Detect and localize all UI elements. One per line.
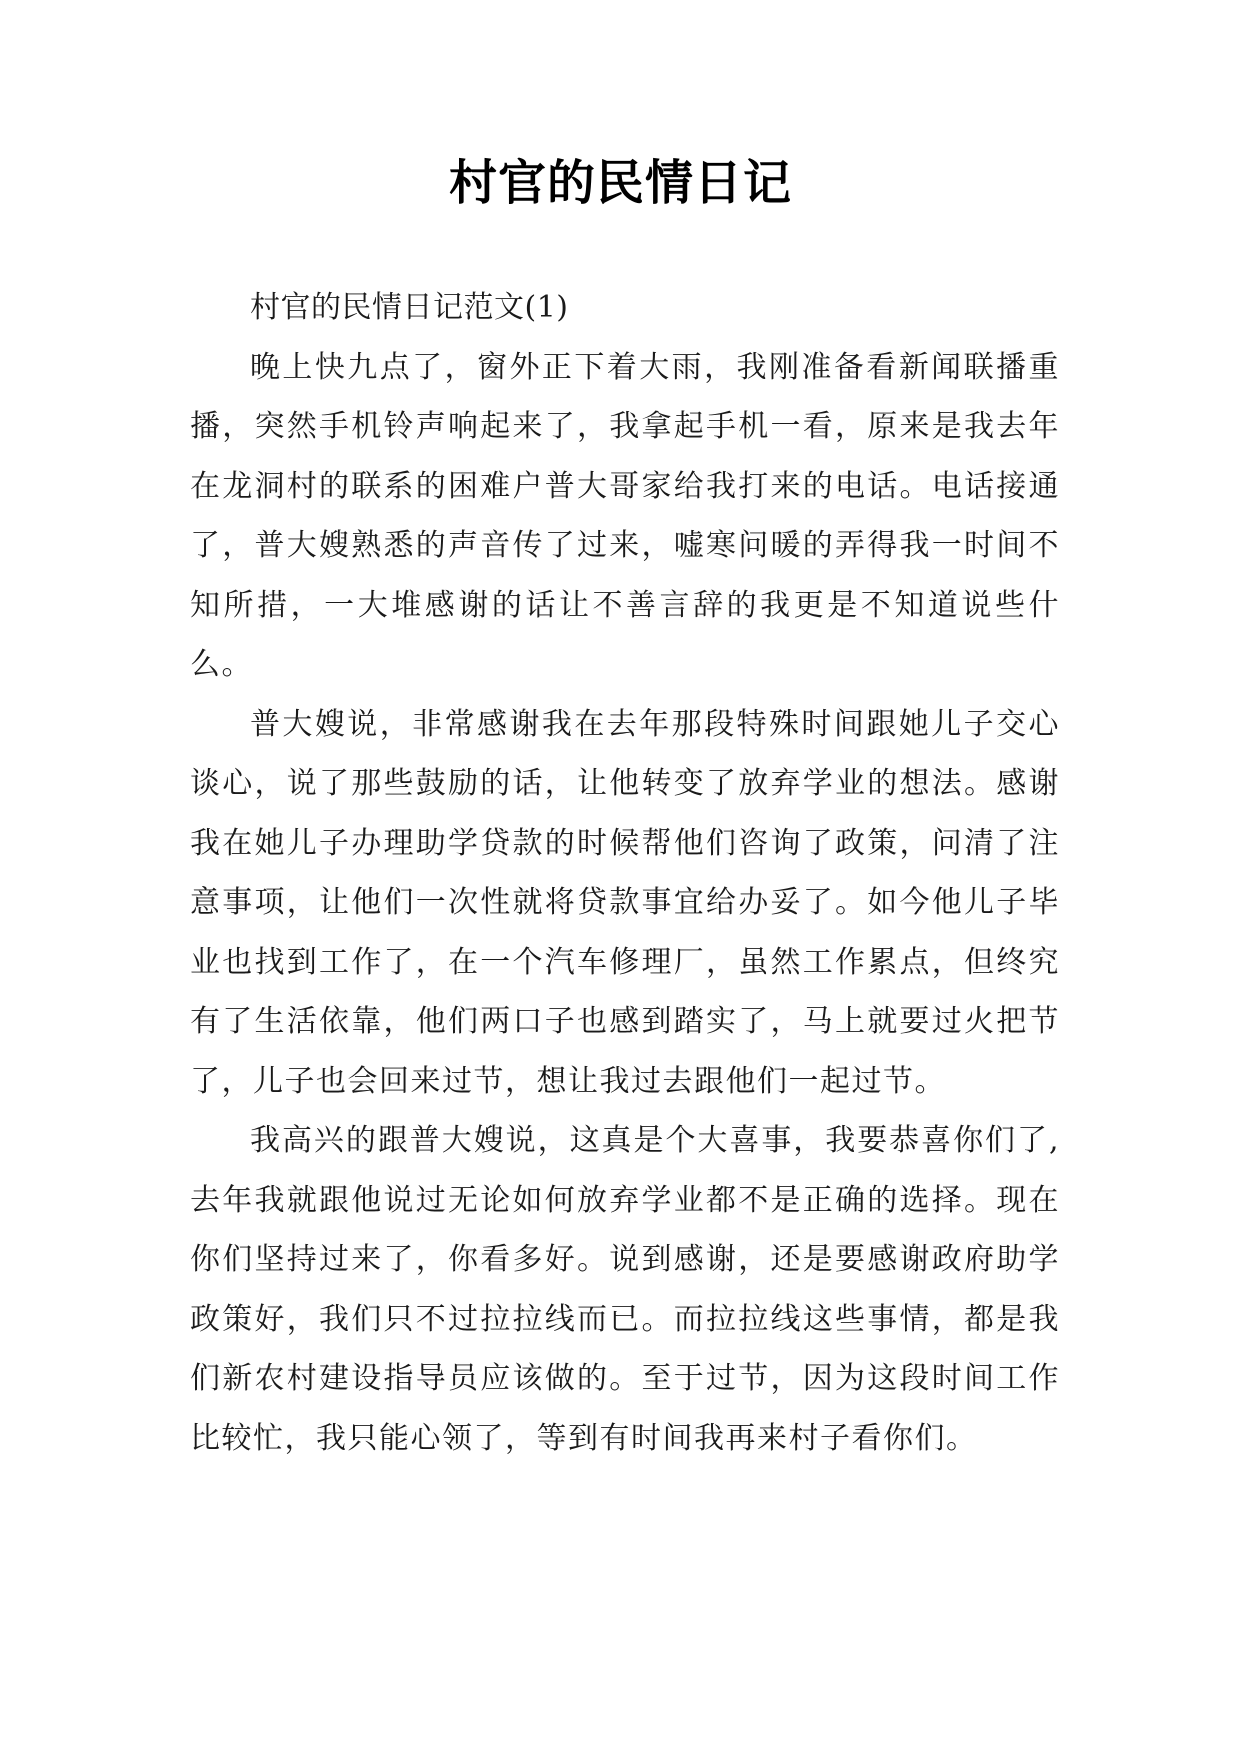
paragraph-3: 我高兴的跟普大嫂说，这真是个大喜事，我要恭喜你们了,去年我就跟他说过无论如何放弃学业都不是正确的选择。现在你们坚持过来了，你看多好。说到感谢，还是要感谢政府助学政策好，我们只不过拉拉线而已。而拉拉线这些事情，都是我们新农村建设指导员应该做的。至于过节，因为这段时间工作比较忙，我只能心领了，等到有时间我再来村子看你们。: [190, 1123, 1060, 1456]
paragraph-1: 晚上快九点了，窗外正下着大雨，我刚准备看新闻联播重播，突然手机铃声响起来了，我拿起手机一看，原来是我去年在龙洞村的联系的困难户普大哥家给我打来的电话。电话接通了，普大嫂熟悉的声音传了过来，嘘寒问暖的弄得我一时间不知所措，一大堆感谢的话让不善言辞的我更是不知道说些什么。: [190, 349, 1060, 682]
document-body: [190, 278, 1060, 1468]
document-title: 村官的民情日记: [448, 155, 792, 211]
paragraph-2: 普大嫂说，非常感谢我在去年那段特殊时间跟她儿子交心谈心，说了那些鼓励的话，让他转变了放弃学业的想法。感谢我在她儿子办理助学贷款的时候帮他们咨询了政策，问清了注意事项，让他们一次性就将贷款事宜给办妥了。如今他儿子毕业也找到工作了，在一个汽车修理厂，虽然工作累点，但终究有了生活依靠，他们两口子也感到踏实了，马上就要过火把节了，儿子也会回来过节，想让我过去跟他们一起过节。: [190, 706, 1060, 1099]
document-subtitle: 村官的民情日记范文(1): [250, 290, 569, 325]
